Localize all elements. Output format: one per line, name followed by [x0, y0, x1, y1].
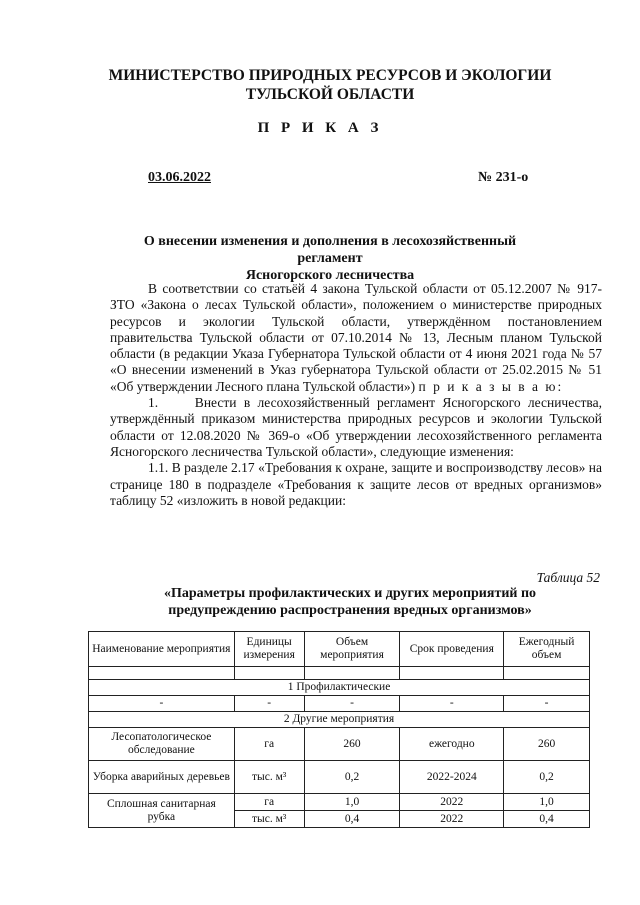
table-cell [89, 667, 235, 680]
table-number-label: Таблица 52 [536, 570, 600, 585]
table-cell: Лесопатологическое обследование [89, 728, 235, 761]
table-cell: 0,2 [504, 761, 590, 794]
item-1: 1. Внести в лесохозяйственный регламент Ясногорского лесничества, утверждённый приказом министерства природных ресурсов и экологии Тульской области от 12.08.2020 № 369-о «Об утверждении лесохозяйственного регламента Ясногорского лесничества Тульской области», следующие изменения: [110, 395, 602, 459]
ministry-name [90, 66, 570, 104]
preamble-text: В соответствии со статьёй 4 закона Тульской области от 05.12.2007 № 917-ЗТО «Закона о лесах Тульской области», положением о министерстве природных ресурсов и экологии Тульской области, утверждённом постановлением правительства Тульской области от 07.10.2014 № 13, Лесным планом Тульской области (в редакции Указа Губернатора Тульской области от 4 июня 2021 года № 57 «О внесении изменений в Указ губернатора Тульской области от 25.02.2015 № 51 «Об утверждении Лесного плана Тульской области») [110, 281, 602, 394]
subject-line-1: О внесении изменения и дополнения в лесохозяйственный регламент [143, 234, 517, 266]
table-cell: га [234, 794, 304, 811]
table-title-line-2: предупреждению распространения вредных организмов» [168, 603, 532, 618]
item-1-1: 1.1. В разделе 2.17 «Требования к охране, защите и воспроизводству лесов» на странице 180 в подразделе «Требования к защите лесов от вредных организмов» таблицу 52 «изложить в новой редакции: [110, 460, 602, 508]
ministry-line-1: МИНИСТЕРСТВО ПРИРОДНЫХ РЕСУРСОВ И ЭКОЛОГИИ [108, 67, 552, 84]
order-title: П Р И К А З [257, 120, 383, 136]
table-cell: ежегодно [400, 728, 504, 761]
table-cell: 2022 [400, 811, 504, 828]
preamble-paragraph [110, 281, 602, 395]
table-title-line-1: «Параметры профилактических и других мероприятий по [163, 586, 537, 601]
table-cell: 1,0 [504, 794, 590, 811]
table-cell: га [234, 728, 304, 761]
section-row-preventive [89, 680, 590, 696]
table-cell: - [504, 696, 590, 712]
table-cell [304, 667, 400, 680]
table-cell [504, 667, 590, 680]
table-cell: 0,2 [304, 761, 400, 794]
section-label: 1 Профилактические [89, 680, 590, 696]
table-cell: тыс. м³ [234, 761, 304, 794]
subject-line-2: Ясногорского лесничества [245, 268, 415, 283]
table-row [89, 761, 590, 794]
table-cell: 260 [504, 728, 590, 761]
table-cell: тыс. м³ [234, 811, 304, 828]
section-row-other [89, 712, 590, 728]
table-cell: Сплошная санитарная рубка [89, 794, 235, 828]
table-cell: 2022 [400, 794, 504, 811]
header-name: Наименование мероприятия [89, 632, 235, 667]
table-spacer-row [89, 667, 590, 680]
table-cell: - [400, 696, 504, 712]
table-cell: 0,4 [504, 811, 590, 828]
header-annual: Ежегодный объем [504, 632, 590, 667]
header-volume: Объем мероприятия [304, 632, 400, 667]
table-cell: - [304, 696, 400, 712]
table-cell: 260 [304, 728, 400, 761]
header-units: Единицы измерения [234, 632, 304, 667]
header-term: Срок проведения [400, 632, 504, 667]
table-cell: 0,4 [304, 811, 400, 828]
order-date: 03.06.2022 [148, 170, 211, 185]
table-cell: - [89, 696, 235, 712]
ministry-line-2: ТУЛЬСКОЙ ОБЛАСТИ [245, 86, 415, 103]
table-title [140, 585, 560, 619]
order-number: № 231-о [478, 170, 529, 185]
table-cell: - [234, 696, 304, 712]
table-row [89, 728, 590, 761]
table-row [89, 696, 590, 712]
table-cell: Уборка аварийных деревьев [89, 761, 235, 794]
measures-table [88, 631, 590, 828]
table-cell: 2022-2024 [400, 761, 504, 794]
table-cell [234, 667, 304, 680]
table-cell [400, 667, 504, 680]
table-header-row [89, 632, 590, 667]
order-body [110, 281, 602, 509]
order-word: п р и к а з ы в а ю: [418, 378, 564, 394]
table-row [89, 794, 590, 811]
order-subject [110, 233, 550, 284]
section-label: 2 Другие мероприятия [89, 712, 590, 728]
table-cell: 1,0 [304, 794, 400, 811]
